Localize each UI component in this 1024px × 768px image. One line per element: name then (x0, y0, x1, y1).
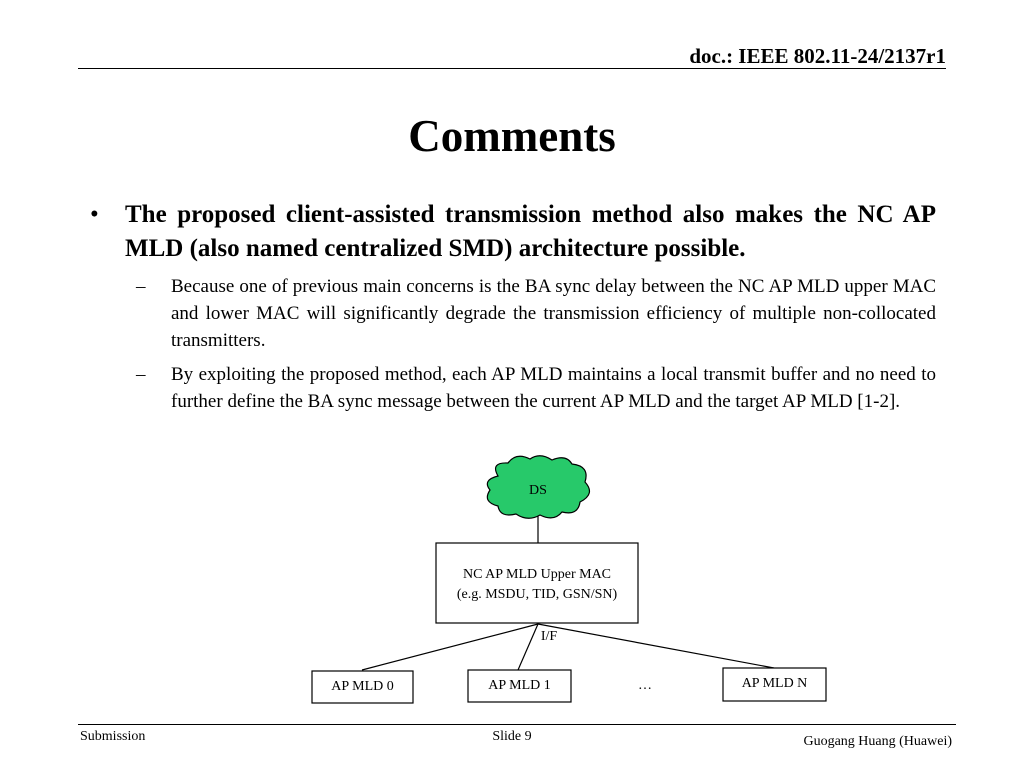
ap-mld-n-label: AP MLD N (741, 676, 808, 691)
doc-id: doc.: IEEE 802.11-24/2137r1 (689, 44, 946, 68)
sub-bullet-glyph: – (136, 364, 146, 385)
upper-mac-line2: (e.g. MSDU, TID, GSN/SN) (456, 587, 618, 602)
sub-bullet-text: By exploiting the proposed method, each AP MLD maintains a local transmit buffer and no need to further define the BA sync message between the current AP MLD and the target AP MLD [1-2]. (171, 364, 936, 412)
link-line-ap-mld-n (538, 624, 774, 668)
ellipsis-label: … (638, 678, 652, 693)
sub-bullet-glyph: – (136, 276, 146, 297)
interface-label: I/F (540, 629, 558, 644)
slide-title: Comments (408, 111, 616, 161)
upper-mac-line1: NC AP MLD Upper MAC (462, 567, 612, 582)
upper-mac-label (436, 565, 638, 605)
footer-slide-number: Slide 9 (492, 729, 532, 744)
ap-mld-0-label: AP MLD 0 (331, 679, 394, 694)
bullet-text: The proposed client-assisted transmission method also makes the NC AP MLD (also named centralized SMD) architecture possible. (125, 201, 936, 262)
link-line-ap-mld-0 (362, 624, 538, 670)
ds-label: DS (529, 483, 547, 498)
footer-author: Guogang Huang (Huawei) (803, 734, 952, 749)
footer-rule (78, 724, 956, 725)
ap-mld-1-label: AP MLD 1 (488, 678, 551, 693)
bullet-glyph: • (90, 201, 99, 228)
footer-submission: Submission (80, 729, 146, 744)
sub-bullet-text: Because one of previous main concerns is the BA sync delay between the NC AP MLD upper MAC and lower MAC will significantly degrade the transmission efficiency of multiple non-collocated transmitters. (171, 276, 936, 351)
